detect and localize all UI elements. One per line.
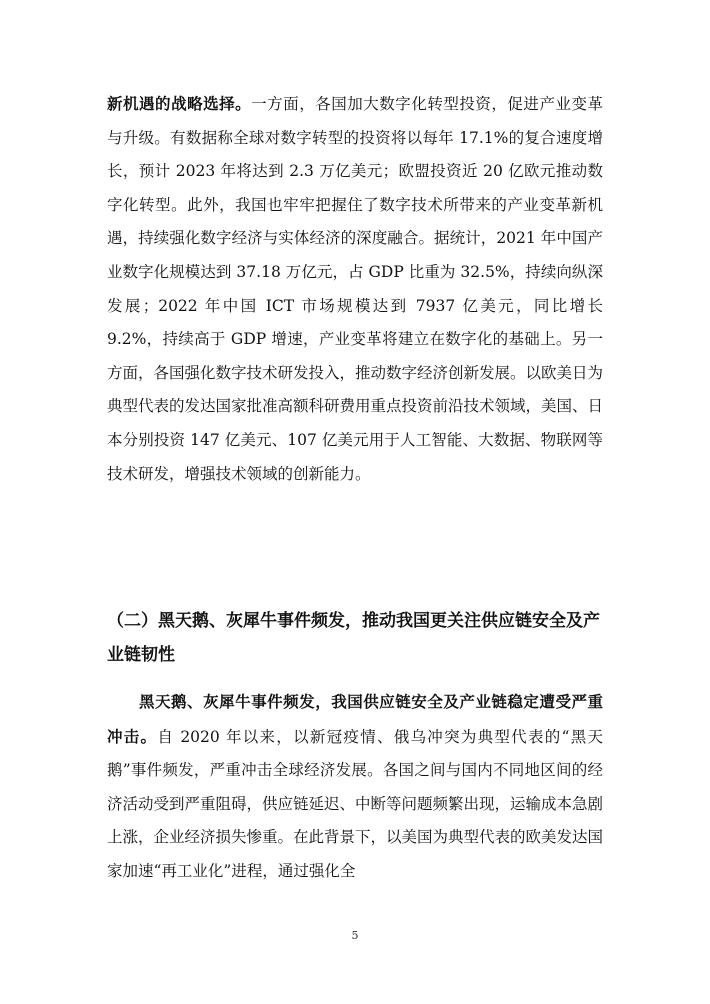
section-heading: （二）黑天鹅、灰犀牛事件频发，推动我国更关注供应链安全及产业链韧性 [107,611,600,665]
paragraph-text: 一方面，各国加大数字化转型投资，促进产业变革与升级。有数据称全球对数字转型的投资将以每年 17.1%的复合速度增长，预计 2023 年将达到 2.3 万亿美元；欧盟投资近 20 亿欧元推动数字化转型。此外，我国也牢牢把握住了数字技术所带来的产业变革新机遇，持续强化数字经济与实体经济的深度融合。据统计，2021 年中国产业数字化规模达到 37.18 万亿元，占 GDP 比重为 32.5%，持续向纵深发展；2022 年中国 ICT 市场规模达到 7937 亿美元，同比增长 9.2%，持续高于 GDP 增速，产业变革将建立在数字化的基础上。另一方面，各国强化数字技术研发投入，推动数字经济创新发展。以欧美日为典型代表的发达国家批准高额科研费用重点投资前沿技术领域，美国、日本分别投资 147 亿美元、107 亿美元用于人工智能、大数据、物联网等技术研发，增强技术领域的创新能力。 [107,95,604,483]
paragraph-text: 自 2020 年以来，以新冠疫情、俄乌冲突为典型代表的“黑天鹅”事件频发，严重冲击全球经济发展。各国之间与国内不同地区间的经济活动受到严重阻碍，供应链延迟、中断等问题频繁出现，运输成本急剧上涨，企业经济损失惨重。在此背景下，以美国为典型代表的欧美发达国家加速“再工业化”进程，通过强化全 [107,727,604,880]
body-paragraph [107,685,603,889]
paragraph-lead: 黑天鹅、灰犀牛事件频发，我国供应链安全及产业链稳定遭受严重冲击。 [107,692,603,746]
paragraph-lead: 新机遇的战略选择。 [107,94,252,113]
body-paragraph [107,87,603,491]
page-number: 5 [351,929,359,942]
